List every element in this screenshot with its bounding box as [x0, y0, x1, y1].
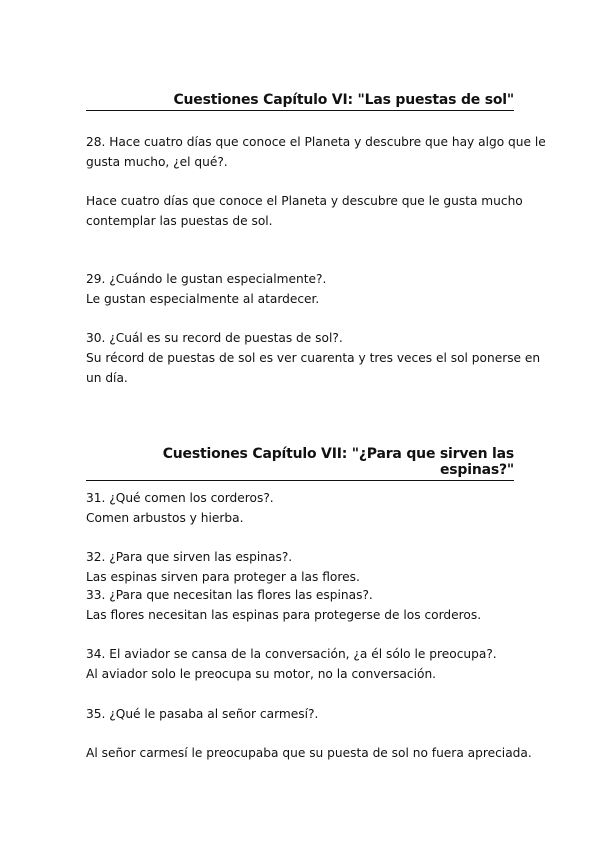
answer-30-line-1: Su récord de puestas de sol es ver cuarenta y tres veces el sol ponerse en	[86, 351, 541, 365]
question-34: 34. El aviador se cansa de la conversación, ¿a él sólo le preocupa?.	[86, 647, 497, 661]
answer-28-line-2: contemplar las puestas de sol.	[86, 214, 273, 228]
answer-30-line-2: un día.	[86, 371, 128, 385]
question-30: 30. ¿Cuál es su record de puestas de sol?.	[86, 331, 343, 345]
question-28-line-2: gusta mucho, ¿el qué?.	[86, 155, 228, 169]
question-29: 29. ¿Cuándo le gustan especialmente?.	[86, 272, 327, 286]
section-6-title: Cuestiones Capítulo VI: "Las puestas de sol"	[86, 92, 514, 111]
answer-32: Las espinas sirven para proteger a las flores.	[86, 570, 360, 584]
answer-33: Las flores necesitan las espinas para protegerse de los corderos.	[86, 608, 482, 622]
answer-28-line-1: Hace cuatro días que conoce el Planeta y descubre que le gusta mucho	[86, 194, 523, 208]
answer-29: Le gustan especialmente al atardecer.	[86, 292, 320, 306]
question-28-line-1: 28. Hace cuatro días que conoce el Planeta y descubre que hay algo que le	[86, 135, 546, 149]
question-33: 33. ¿Para que necesitan las flores las espinas?.	[86, 588, 373, 602]
answer-31: Comen arbustos y hierba.	[86, 511, 244, 525]
question-35: 35. ¿Qué le pasaba al señor carmesí?.	[86, 707, 319, 721]
question-31: 31. ¿Qué comen los corderos?.	[86, 491, 274, 505]
question-32: 32. ¿Para que sirven las espinas?.	[86, 550, 293, 564]
answer-34: Al aviador solo le preocupa su motor, no la conversación.	[86, 667, 437, 681]
answer-35: Al señor carmesí le preocupaba que su puesta de sol no fuera apreciada.	[86, 746, 532, 760]
section-7-title: Cuestiones Capítulo VII: "¿Para que sirven las espinas?"	[86, 446, 514, 481]
